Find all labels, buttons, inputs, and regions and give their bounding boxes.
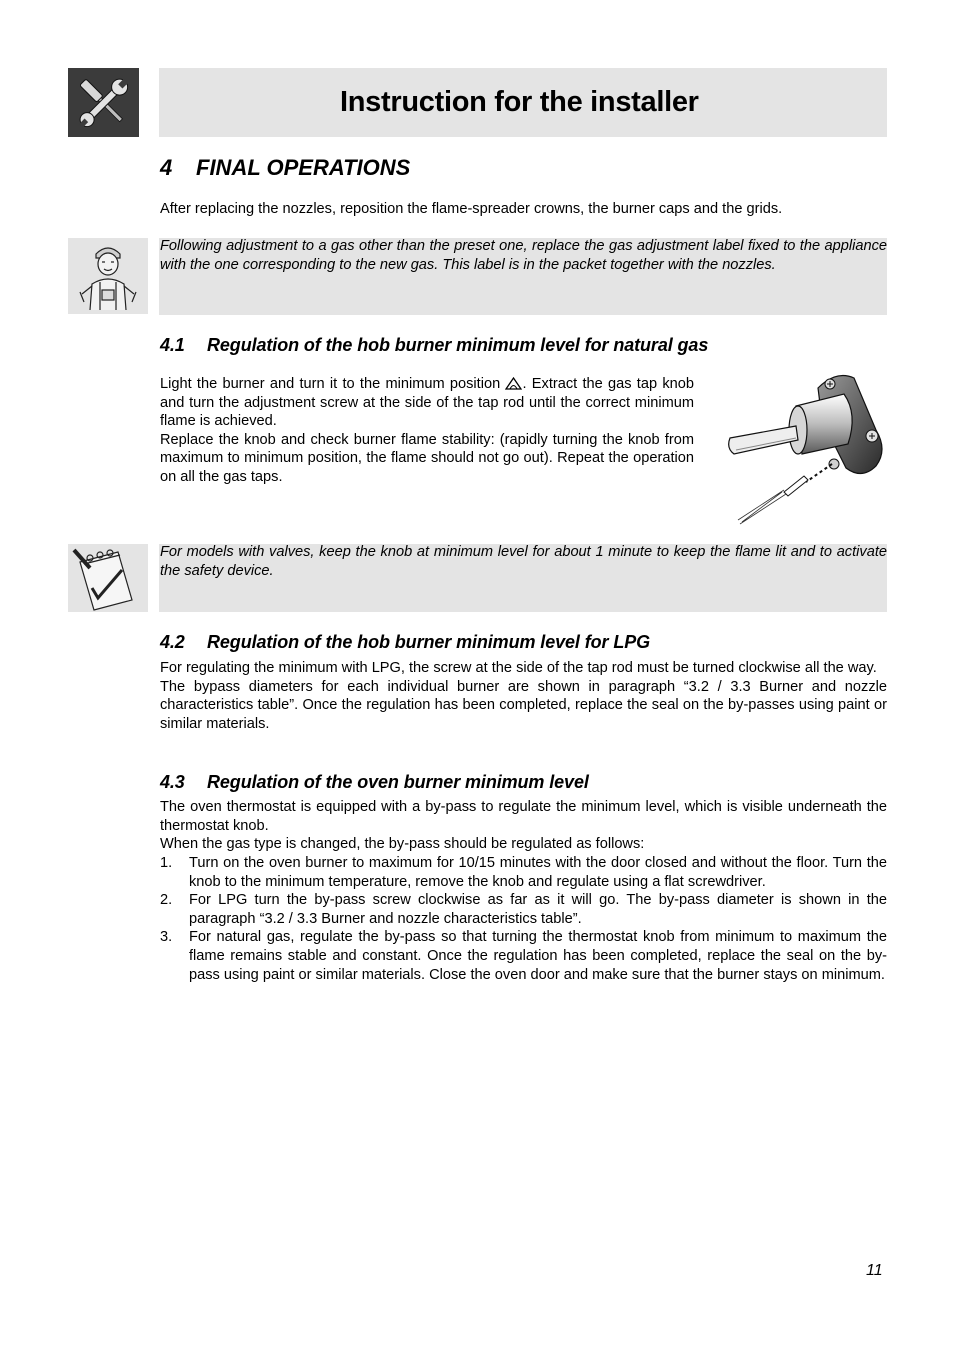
steps-list: [160, 854, 887, 984]
section-number: 4: [160, 155, 173, 180]
section-number: 4.2: [160, 632, 185, 652]
gas-tap-screwdriver-illustration: [726, 370, 889, 530]
section-4-1-text: [160, 375, 694, 487]
step-number: 3.: [160, 929, 173, 946]
section-title: FINAL OPERATIONS: [196, 155, 411, 180]
section-4-3-text: [160, 798, 887, 854]
page-title: Instruction for the installer: [340, 86, 699, 118]
list-item: [160, 928, 887, 984]
note-gas-label: Following adjustment to a gas other than the preset one, replace the gas adjustment label fixed to the appliance with the one corresponding to the new gas. This label is in the packet together with the nozzles.: [160, 238, 887, 273]
section-title: Regulation of the hob burner minimum level for natural gas: [207, 335, 709, 355]
list-item: [160, 854, 887, 891]
wrench-screwdriver-icon: [68, 68, 139, 137]
list-item: [160, 891, 887, 928]
page-number: 11: [866, 1262, 883, 1279]
para: Replace the knob and check burner flame stability: (rapidly turning the knob from maximum to minimum position, the flame should not go out). Repeat the operation on all the gas taps.: [160, 431, 694, 485]
section-number: 4.1: [160, 335, 185, 355]
para-part: Light the burner and turn it to the minimum position: [160, 376, 501, 392]
note-valves: For models with valves, keep the knob at minimum level for about 1 minute to keep the flame lit and to activate the safety device.: [160, 544, 887, 579]
step-text: For LPG turn the by-pass screw clockwise as far as it will go. The by-pass diameter is shown in the paragraph “3.2 / 3.3 Burner and nozzle characteristics table”.: [189, 892, 887, 927]
step-number: 1.: [160, 855, 173, 871]
para: When the gas type is changed, the by-pass should be regulated as follows:: [160, 836, 645, 853]
step-number: 2.: [160, 892, 173, 909]
para: The oven thermostat is equipped with a by-pass to regulate the minimum level, which is visible underneath the thermostat knob.: [160, 799, 887, 834]
notepad-icon: [68, 544, 148, 612]
section-4-2-text: [160, 659, 887, 733]
para-part: . Extract the gas tap knob and turn the adjustment screw at the side of the tap rod until the correct minimum flame is achieved.: [160, 376, 694, 430]
section-heading-4-2: [160, 632, 650, 653]
section-title: Regulation of the oven burner minimum level: [207, 772, 589, 792]
section-4-intro: After replacing the nozzles, reposition the flame-spreader crowns, the burner caps and the grids.: [160, 201, 783, 217]
technician-icon: [68, 238, 148, 314]
para: The bypass diameters for each individual burner are shown in paragraph “3.2 / 3.3 Burner and nozzle characteristics table”. Once the regulation has been completed, replace the seal on the by-passes using paint or similar materials.: [160, 678, 887, 732]
small-flame-icon: [505, 376, 522, 390]
section-heading-4-1: [160, 335, 708, 356]
para: For regulating the minimum with LPG, the screw at the side of the tap rod must be turned clockwise all the way.: [160, 660, 877, 676]
section-heading-4-3: [160, 772, 589, 793]
step-text: For natural gas, regulate the by-pass so that turning the thermostat knob from minimum to maximum the flame remains stable and constant. Once the regulation has been completed, replace the seal on the by-pass using paint or similar materials. Close the oven door and make sure that the burner stays on minimum.: [189, 929, 887, 983]
step-text: Turn on the oven burner to maximum for 10/15 minutes with the door closed and without the floor. Turn the knob to the minimum temperature, remove the knob and regulate using a flat screwdriver.: [189, 855, 887, 890]
section-number: 4.3: [160, 772, 185, 792]
section-heading-4: [160, 155, 410, 181]
section-title: Regulation of the hob burner minimum level for LPG: [207, 632, 651, 652]
